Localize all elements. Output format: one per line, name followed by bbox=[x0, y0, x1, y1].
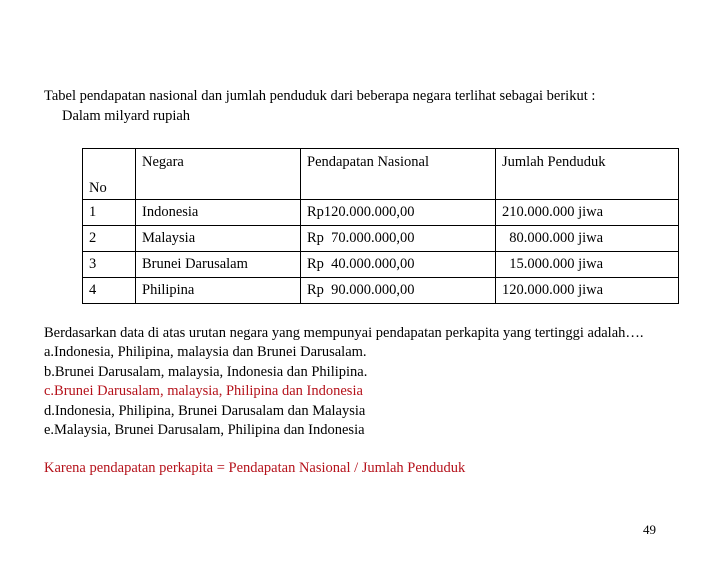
cell-penduduk: 80.000.000 jiwa bbox=[496, 226, 679, 252]
table-row bbox=[83, 278, 679, 304]
cell-no: 2 bbox=[83, 226, 136, 252]
unit-note: Dalam milyard rupiah bbox=[62, 108, 191, 124]
data-table bbox=[82, 148, 679, 304]
option-c-correct: c.Brunei Darusalam, malaysia, Philipina dan Indonesia bbox=[44, 383, 363, 399]
cell-negara: Indonesia bbox=[136, 200, 301, 226]
header-negara: Negara bbox=[136, 149, 301, 200]
cell-penduduk: 120.000.000 jiwa bbox=[496, 278, 679, 304]
option-b: b.Brunei Darusalam, malaysia, Indonesia dan Philipina. bbox=[44, 364, 368, 380]
option-d: d.Indonesia, Philipina, Brunei Darusalam dan Malaysia bbox=[44, 403, 366, 419]
cell-penduduk: 15.000.000 jiwa bbox=[496, 252, 679, 278]
table-header-row bbox=[83, 149, 679, 200]
cell-no: 4 bbox=[83, 278, 136, 304]
explanation-text: Karena pendapatan perkapita = Pendapatan Nasional / Jumlah Penduduk bbox=[44, 460, 466, 476]
table-row bbox=[83, 252, 679, 278]
cell-no: 3 bbox=[83, 252, 136, 278]
table-row bbox=[83, 200, 679, 226]
option-a: a.Indonesia, Philipina, malaysia dan Brunei Darusalam. bbox=[44, 344, 367, 360]
header-penduduk: Jumlah Penduduk bbox=[496, 149, 679, 200]
question-text: Berdasarkan data di atas urutan negara yang mempunyai pendapatan perkapita yang tertinggi adalah…. bbox=[44, 325, 644, 341]
cell-pendapatan: Rp 40.000.000,00 bbox=[301, 252, 496, 278]
cell-pendapatan: Rp 90.000.000,00 bbox=[301, 278, 496, 304]
cell-negara: Malaysia bbox=[136, 226, 301, 252]
page-number: 49 bbox=[643, 522, 656, 537]
cell-negara: Brunei Darusalam bbox=[136, 252, 301, 278]
cell-pendapatan: Rp120.000.000,00 bbox=[301, 200, 496, 226]
header-pendapatan: Pendapatan Nasional bbox=[301, 149, 496, 200]
table-row bbox=[83, 226, 679, 252]
cell-pendapatan: Rp 70.000.000,00 bbox=[301, 226, 496, 252]
intro-text: Tabel pendapatan nasional dan jumlah penduduk dari beberapa negara terlihat sebagai berikut : bbox=[44, 88, 596, 104]
cell-no: 1 bbox=[83, 200, 136, 226]
header-no: No bbox=[83, 149, 136, 200]
option-e: e.Malaysia, Brunei Darusalam, Philipina dan Indonesia bbox=[44, 422, 365, 438]
cell-negara: Philipina bbox=[136, 278, 301, 304]
cell-penduduk: 210.000.000 jiwa bbox=[496, 200, 679, 226]
